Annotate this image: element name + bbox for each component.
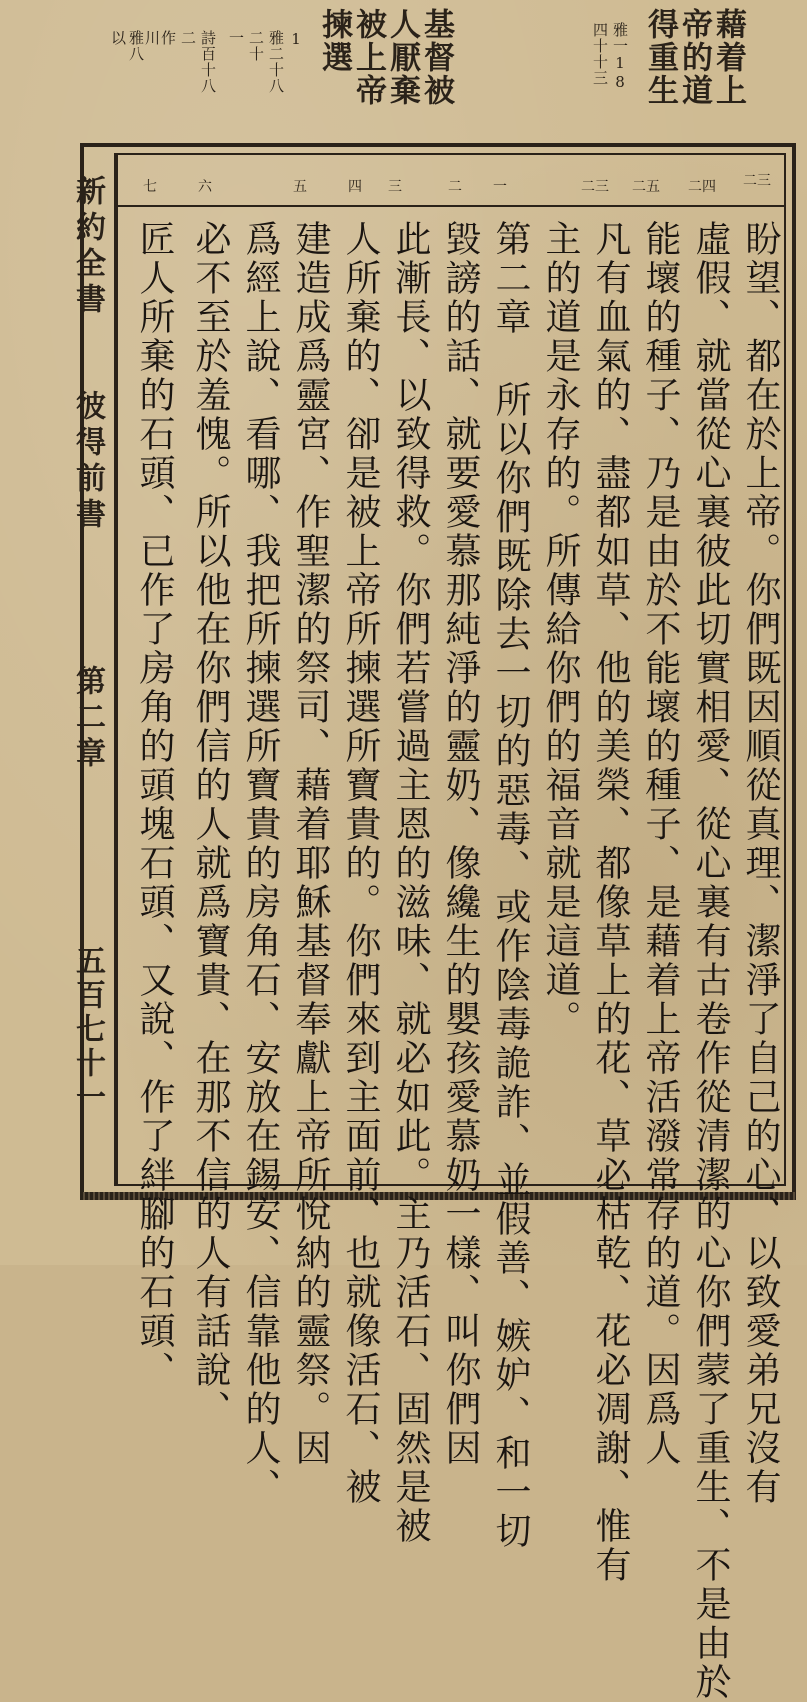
margin-ref-left-4: 一 xyxy=(227,30,245,46)
title-column-rule xyxy=(114,153,116,1186)
text-column: 必不至於羞愧。所以他在你們信的人就爲寶貴、在那不信的人有話說、 xyxy=(190,220,231,1429)
text-column: 第二章 所以你們既除去一切的惡毒、或作陰毒詭詐、並假善、嫉妒、和一切 xyxy=(490,220,531,1551)
text-column: 能壞的種子、乃是由於不能壞的種子、是藉着上帝活潑常存的道。因爲人 xyxy=(640,220,681,1468)
margin-ref-right-2: 四十十三 xyxy=(591,22,609,86)
line-number: 三 xyxy=(388,179,402,195)
line-number: 一 xyxy=(493,179,507,195)
margin-ref-left-1: 1 xyxy=(287,30,305,49)
margin-heading-left-3: 被上帝 xyxy=(350,8,386,107)
text-column: 建造成爲靈宮、作聖潔的祭司、藉着耶穌基督奉獻上帝所悅納的靈祭。因 xyxy=(290,220,331,1468)
text-column: 匠人所棄的石頭、已作了房角的頭塊石頭、又說、作了絆腳的石頭、 xyxy=(134,220,175,1390)
text-column: 人所棄的、卻是被上帝所揀選所寶貴的。你們來到主面前、也就像活石、被 xyxy=(340,220,381,1507)
line-number: 五 xyxy=(293,179,307,195)
margin-ref-right-1: 雅一18 xyxy=(611,22,629,92)
text-column: 爲經上說、看哪、我把所揀選所寶貴的房角石、安放在錫安、信靠他的人、 xyxy=(240,220,281,1507)
text-column: 凡有血氣的、盡都如草、他的美榮、都像草上的花、草必枯乾、花必凋謝、惟有 xyxy=(590,220,631,1585)
text-column: 此漸長、以致得救。你們若嘗過主恩的滋味、就必如此。主乃活石、固然是被 xyxy=(390,220,431,1546)
line-number: 二四 xyxy=(688,179,716,195)
margin-heading-left-1: 基督被 xyxy=(418,8,454,107)
text-column: 毀謗的話、就要愛慕那純淨的靈奶、像纔生的嬰孩愛慕奶一樣、叫你們因 xyxy=(440,220,481,1468)
margin-heading-left-2: 人厭棄 xyxy=(384,8,420,107)
margin-ref-left-3: 二十 xyxy=(247,30,265,62)
line-number: 二五 xyxy=(632,179,660,195)
margin-heading-right-3: 得重生 xyxy=(642,8,678,107)
margin-heading-left-4: 揀選 xyxy=(316,8,352,74)
running-title-chapter: 第二章 xyxy=(70,665,105,773)
margin-ref-left-10: 以 xyxy=(109,30,127,46)
text-column: 盼望、都在於上帝。你們既因順從真理、潔淨了自己的心、以致愛弟兄沒有 xyxy=(740,220,781,1507)
bottom-ornament-band xyxy=(80,1192,796,1200)
text-column: 虛假、就當從心裏彼此切實相愛、從心裏有古卷作從清潔的心你們蒙了重生、不是由於 xyxy=(690,220,731,1702)
margin-ref-left-5: 詩百十八 xyxy=(199,30,217,94)
margin-ref-left-7: 作 xyxy=(159,30,177,46)
line-number: 四 xyxy=(348,179,362,195)
margin-ref-left-9: 雅八 xyxy=(127,30,145,62)
running-title-book: 新約全書 xyxy=(70,175,105,319)
line-number: 七 xyxy=(143,179,157,195)
margin-heading-right-2: 帝的道 xyxy=(676,8,712,107)
line-number-rule xyxy=(116,205,786,207)
line-number: 二 xyxy=(448,179,462,195)
line-number: 二三 xyxy=(581,179,609,195)
text-column: 主的道是永存的。所傳給你們的福音就是這道。 xyxy=(540,220,581,1039)
page-number: 五百七十一 xyxy=(70,945,105,1115)
margin-ref-left-6: 二 xyxy=(179,30,197,46)
margin-heading-right-1: 藉着上 xyxy=(710,8,746,107)
margin-ref-left-8: 川 xyxy=(143,30,161,46)
margin-ref-left-2: 雅二十八 xyxy=(267,30,285,94)
line-number: 二三 xyxy=(743,173,771,189)
line-number: 六 xyxy=(198,179,212,195)
running-title-epistle: 彼得前書 xyxy=(70,390,105,534)
